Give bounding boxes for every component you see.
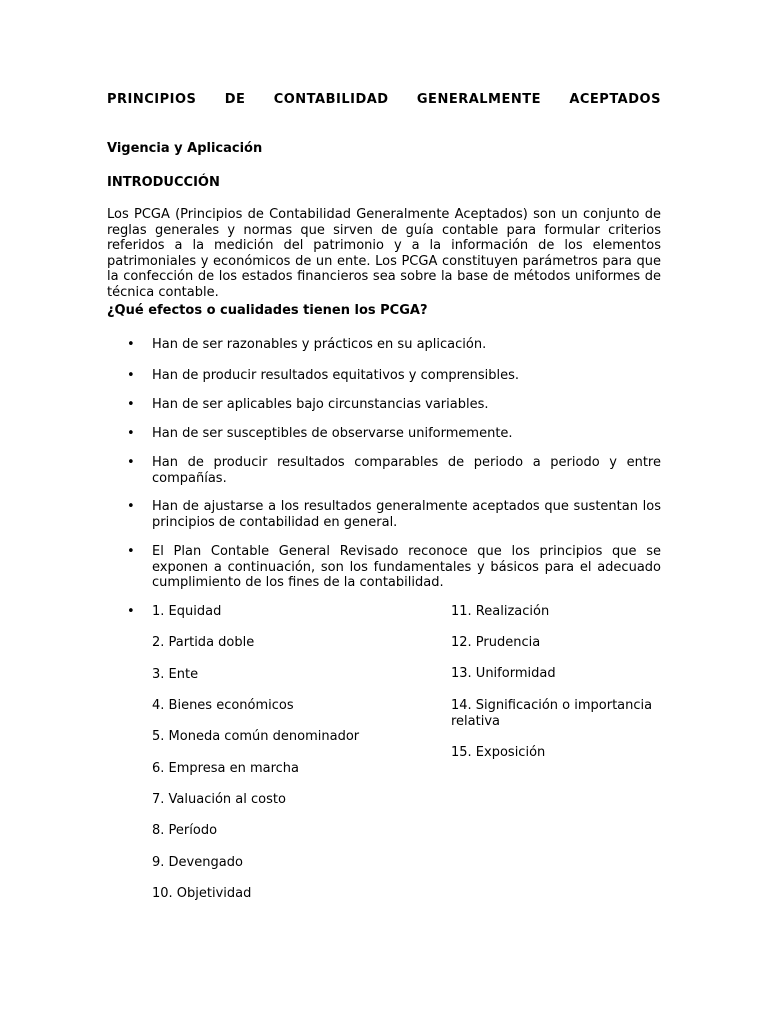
title-word: ACEPTADOS [569, 92, 661, 107]
intro-paragraph: Los PCGA (Principios de Contabilidad Generalmente Aceptados) son un conjunto de reglas generales y normas que sirven de guía contable para formular criterios referidos a la medición del patrimonio y a la información de los elementos patrimoniales y económicos de un ente. Los PCGA constituyen parámetros para que la confección de los estados financieros sea sobre la base de métodos uniformes de técnica contable. [107, 207, 661, 300]
bullet-icon: • [127, 397, 135, 412]
bullet-icon: • [127, 499, 135, 514]
title-word: PRINCIPIOS [107, 92, 197, 107]
title-word: DE [224, 92, 246, 107]
principle-item: 11. Realización [451, 604, 550, 619]
principle-item: 13. Uniformidad [451, 666, 556, 681]
bullet-icon: • [127, 455, 135, 470]
principle-item: 3. Ente [152, 667, 199, 682]
principle-item: 1. Equidad [152, 604, 222, 619]
principle-item: 5. Moneda común denominador [152, 729, 360, 744]
principle-item: 8. Período [152, 823, 218, 838]
principle-item: 9. Devengado [152, 855, 243, 870]
section-heading: INTRODUCCIÓN [107, 175, 220, 190]
title-word: CONTABILIDAD [273, 92, 389, 107]
bullet-icon: • [127, 544, 135, 559]
principle-item: 6. Empresa en marcha [152, 761, 300, 776]
list-item-text: El Plan Contable General Revisado reconoce que los principios que se exponen a continuación, son los fundamentales y básicos para el adecuado cumplimiento de los fines de la contabilidad. [152, 544, 661, 590]
list-item-text: Han de ser susceptibles de observarse uniformemente. [152, 426, 513, 441]
bullet-icon: • [127, 368, 135, 383]
document-title [107, 92, 661, 107]
subtitle: Vigencia y Aplicación [107, 141, 263, 156]
list-item-text: Han de producir resultados equitativos y comprensibles. [152, 368, 520, 383]
list-item-text: Han de ser aplicables bajo circunstancias variables. [152, 397, 489, 412]
title-word: GENERALMENTE [416, 92, 542, 107]
principle-item: 4. Bienes económicos [152, 698, 294, 713]
question-heading: ¿Qué efectos o cualidades tienen los PCGA? [107, 303, 428, 318]
bullet-icon: • [127, 426, 135, 441]
principle-item: 14. Significación o importancia relativa [451, 698, 653, 729]
principle-item: 12. Prudencia [451, 635, 541, 650]
principle-item: 2. Partida doble [152, 635, 255, 650]
principle-item: 15. Exposición [451, 745, 546, 760]
bullet-icon: • [127, 604, 135, 619]
list-item-text: Han de producir resultados comparables de periodo a periodo y entre compañías. [152, 455, 661, 486]
list-item-text: Han de ajustarse a los resultados generalmente aceptados que sustentan los principios de contabilidad en general. [152, 499, 661, 530]
principle-item: 10. Objetividad [152, 886, 252, 901]
list-item-text: Han de ser razonables y prácticos en su aplicación. [152, 337, 487, 352]
bullet-icon: • [127, 337, 135, 352]
principle-item: 7. Valuación al costo [152, 792, 286, 807]
